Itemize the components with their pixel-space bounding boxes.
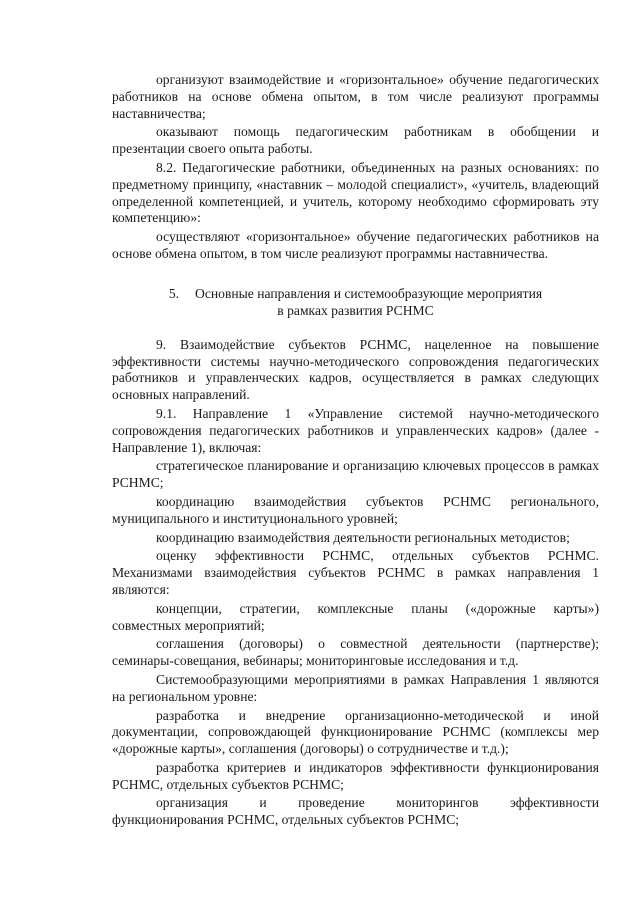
list-item: разработка критериев и индикаторов эффективности функционирования РСНМС, отдельных субъектов РСНМС;: [112, 759, 599, 792]
paragraph: 9. Взаимодействие субъектов РСНМС, нацеленное на повышение эффективности системы научно-методического сопровождения педагогических работников и управленческих кадров, осуществляется в рамках следующих основных направлений.: [112, 336, 599, 403]
list-item: оценку эффективности РСНМС, отдельных субъектов РСНМС. Механизмами взаимодействия субъектов РСНМС в рамках направления 1 являются:: [112, 548, 599, 597]
section-title-line1: [112, 285, 599, 302]
section-title: Основные направления и системообразующие мероприятия: [195, 285, 543, 301]
paragraph: 9.1. Направление 1 «Управление системой научно-методического сопровождения педагогических работников и управленческих кадров» (далее - Направление 1), включая:: [112, 405, 599, 455]
section-title-line2: в рамках развития РСНМС: [277, 302, 434, 318]
paragraph: оказывают помощь педагогическим работникам в обобщении и презентации своего опыта работы.: [112, 124, 599, 157]
list-item: стратегическое планирование и организацию ключевых процессов в рамках РСНМС;: [112, 458, 599, 491]
list-item: организация и проведение мониторингов эффективности функционирования РСНМС, отдельных субъектов РСНМС;: [112, 795, 599, 828]
list-item: соглашения (договоры) о совместной деятельности (партнерстве); семинары-совещания, вебинары; мониторинговые исследования и т.д.: [112, 636, 599, 669]
list-item: разработка и внедрение организационно-методической и иной документации, сопровождающей функционирование РСНМС (комплексы мер «дорожные карты», соглашения (договоры) о сотрудничестве и т.д.);: [112, 707, 599, 757]
paragraph: организуют взаимодействие и «горизонтальное» обучение педагогических работников на основе обмена опытом, в том числе реализуют программы наставничества;: [112, 72, 599, 121]
list-item: координацию взаимодействия субъектов РСНМС регионального, муниципального и институционального уровней;: [112, 493, 599, 526]
list-item: концепции, стратегии, комплексные планы («дорожные карты») совместных мероприятий;: [112, 600, 599, 633]
paragraph: Системообразующими мероприятиями в рамках Направления 1 являются на региональном уровне:: [112, 671, 599, 704]
list-item: координацию взаимодействия деятельности региональных методистов;: [156, 529, 570, 545]
paragraph: осуществляют «горизонтальное» обучение педагогических работников на основе обмена опытом, в том числе реализуют программы наставничества.: [112, 229, 599, 261]
paragraph: 8.2. Педагогические работники, объединенных на разных основаниях: по предметному принципу, «наставник – молодой специалист», «учитель, владеющий определенной компетенцией, и учитель, которому необходимо сформировать эту компетенцию»:: [112, 159, 599, 226]
document-body: [112, 72, 599, 829]
section-heading: [112, 285, 599, 319]
section-number: 5.: [168, 285, 180, 301]
